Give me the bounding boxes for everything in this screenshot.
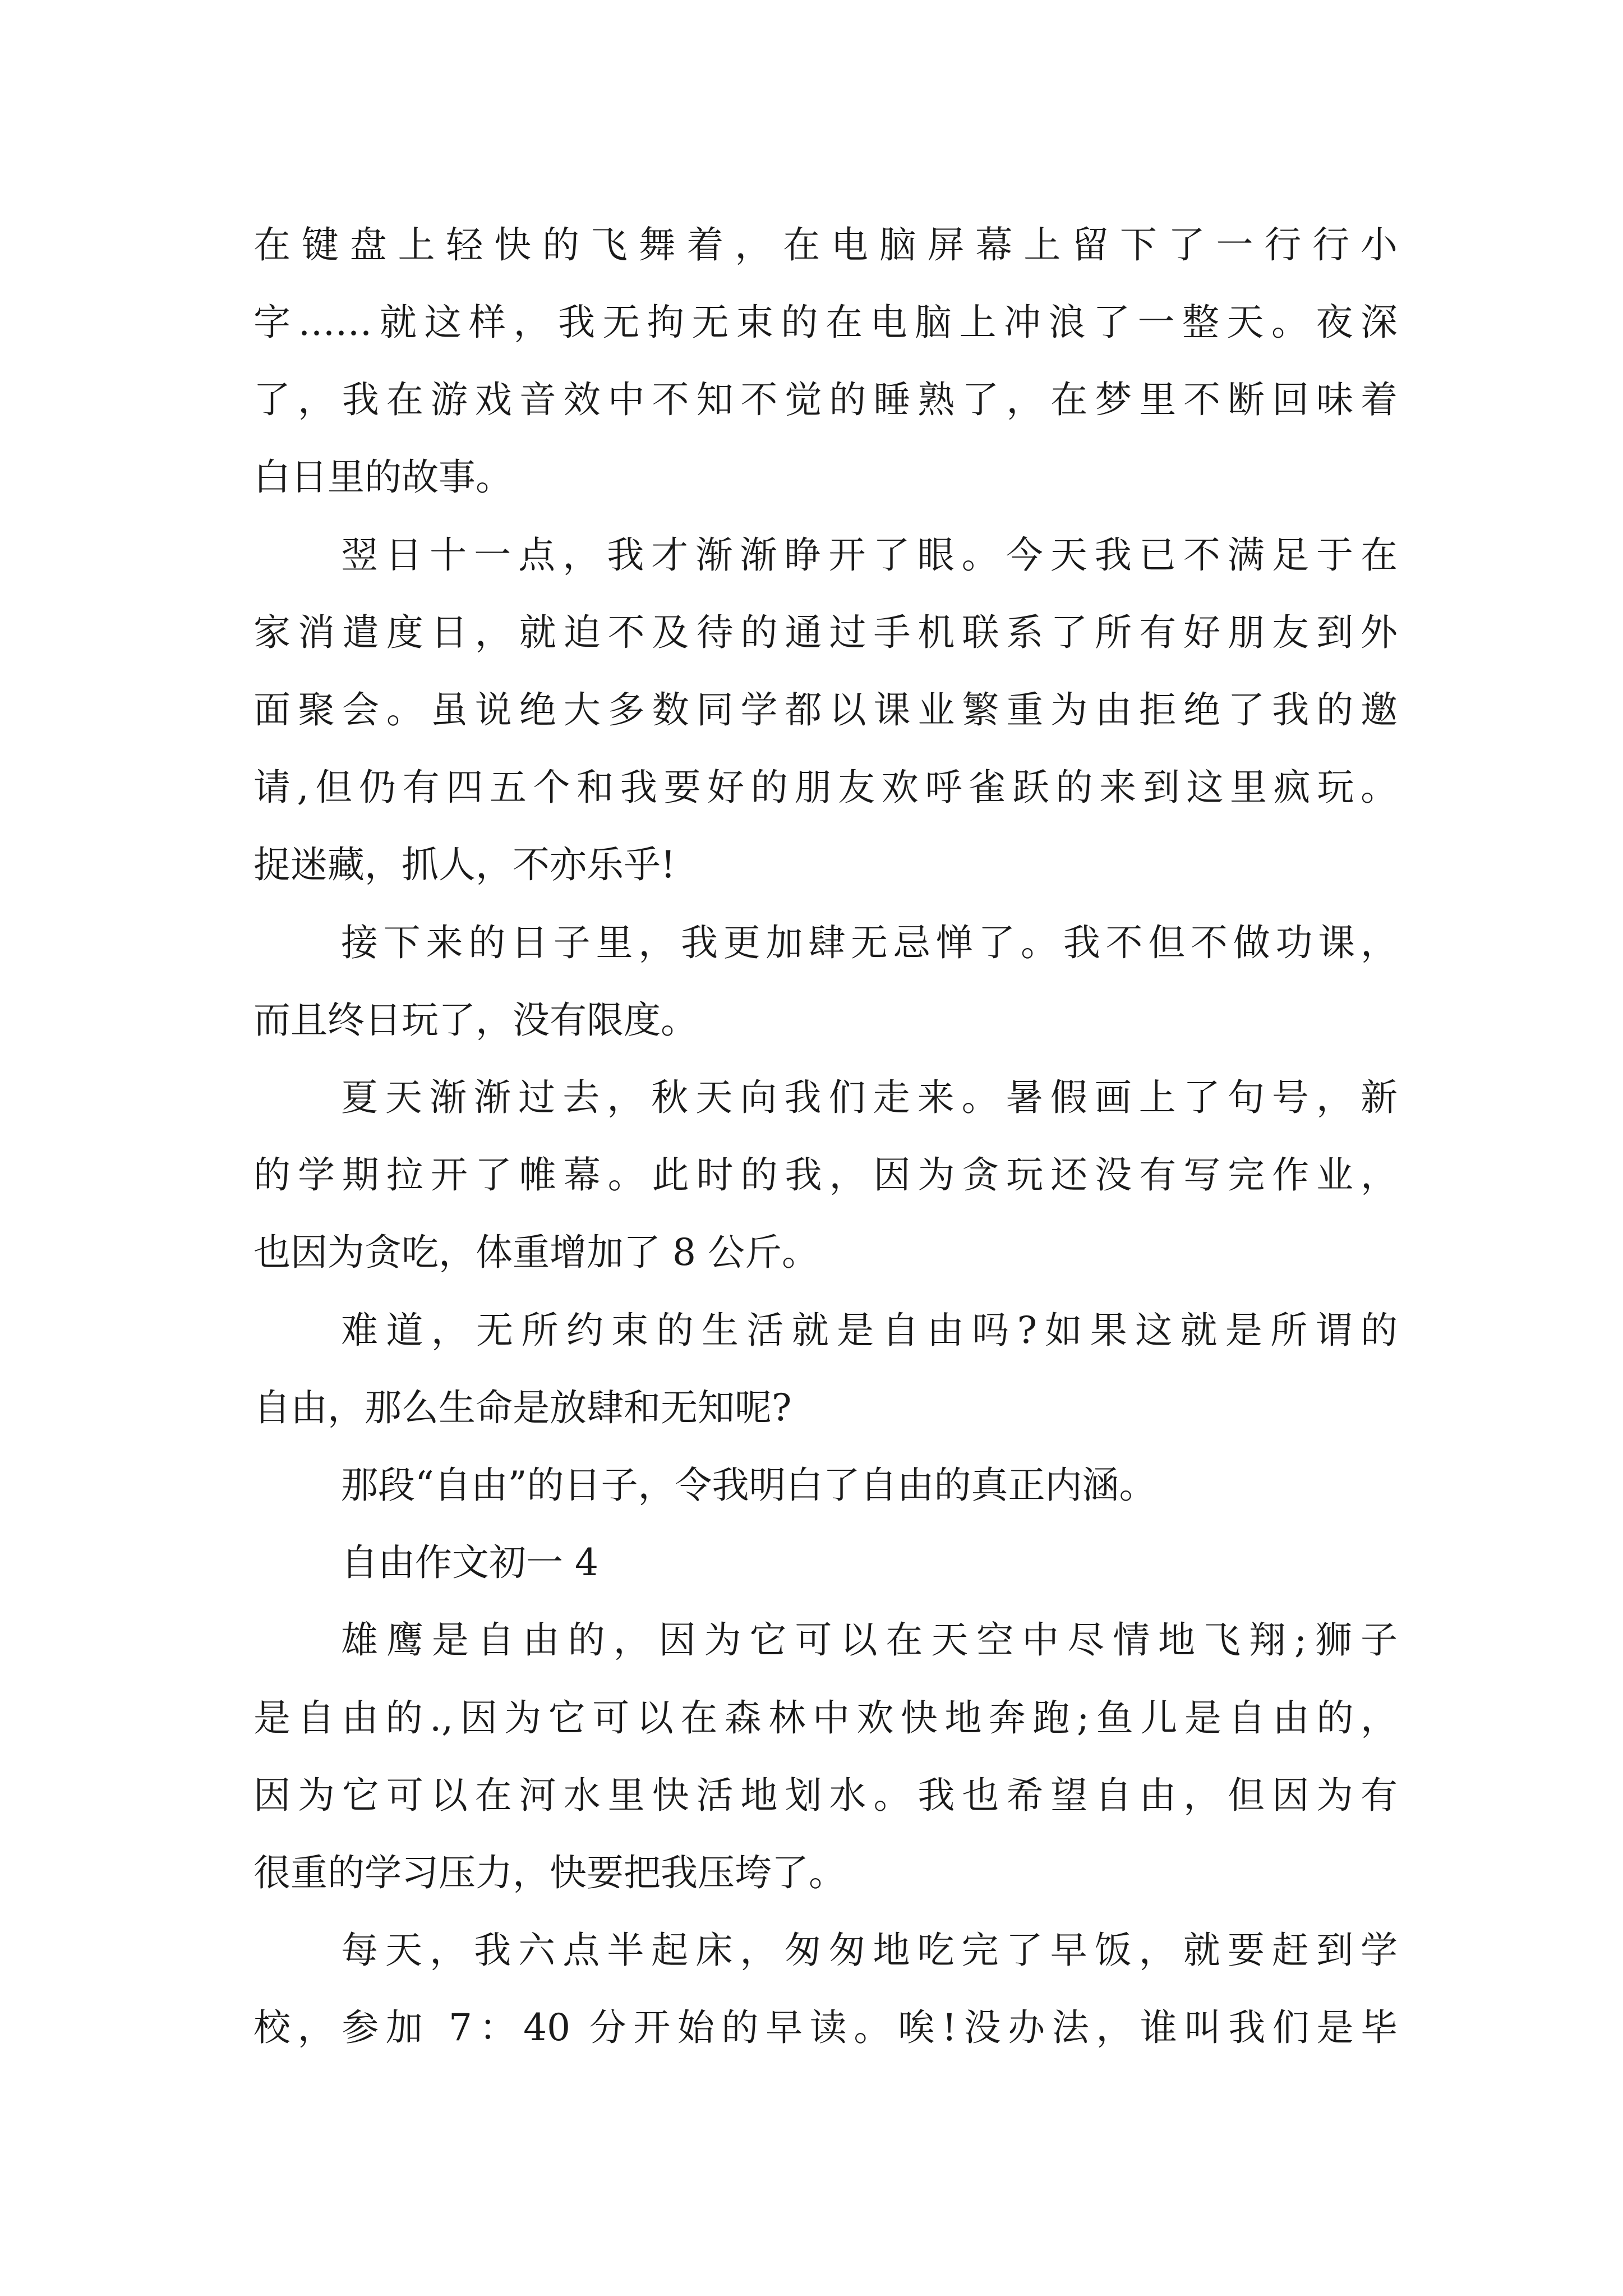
text-line: 家消遣度日，就迫不及待的通过手机联系了所有好朋友到外 [253, 611, 1398, 654]
text-line: 雄鹰是自由的，因为它可以在天空中尽情地飞翔;狮子 [341, 1618, 1398, 1662]
text-line: 捉迷藏，抓人，不亦乐乎! [253, 843, 676, 886]
text-line: 字……就这样，我无拘无束的在电脑上冲浪了一整天。夜深 [253, 301, 1398, 344]
text-line: 白日里的故事。 [253, 455, 513, 499]
text-line: 每天，我六点半起床，匆匆地吃完了早饭，就要赶到学 [341, 1929, 1398, 1972]
text-line: 也因为贪吃，体重增加了 8 公斤。 [253, 1231, 819, 1274]
text-line: 面聚会。虽说绝大多数同学都以课业繁重为由拒绝了我的邀 [253, 688, 1398, 731]
text-line: 校，参加 7：40 分开始的早读。唉!没办法，谁叫我们是毕 [253, 2006, 1398, 2049]
text-line: 而且终日玩了，没有限度。 [253, 999, 698, 1042]
text-line: 因为它可以在河水里快活地划水。我也希望自由，但因为有 [253, 1774, 1398, 1817]
text-line: 了，我在游戏音效中不知不觉的睡熟了，在梦里不断回味着 [253, 378, 1398, 421]
text-line: 接下来的日子里，我更加肆无忌惮了。我不但不做功课， [341, 921, 1398, 964]
text-line: 请,但仍有四五个和我要好的朋友欢呼雀跃的来到这里疯玩。 [253, 766, 1398, 809]
text-line: 是自由的.,因为它可以在森林中欢快地奔跑;鱼儿是自由的， [253, 1696, 1398, 1740]
section-heading: 自由作文初一 4 [341, 1541, 598, 1584]
text-line: 在键盘上轻快的飞舞着，在电脑屏幕上留下了一行行小 [253, 223, 1398, 266]
text-line: 那段“自由”的日子，令我明白了自由的真正内涵。 [341, 1464, 1156, 1507]
text-line: 夏天渐渐过去，秋天向我们走来。暑假画上了句号，新 [341, 1076, 1398, 1119]
text-line: 的学期拉开了帷幕。此时的我，因为贪玩还没有写完作业， [253, 1153, 1398, 1197]
text-line: 自由，那么生命是放肆和无知呢? [253, 1386, 792, 1429]
text-line: 翌日十一点，我才渐渐睁开了眼。今天我已不满足于在 [341, 533, 1398, 577]
text-line: 很重的学习压力，快要把我压垮了。 [253, 1851, 846, 1894]
text-line: 难道，无所约束的生活就是自由吗?如果这就是所谓的 [341, 1309, 1398, 1352]
